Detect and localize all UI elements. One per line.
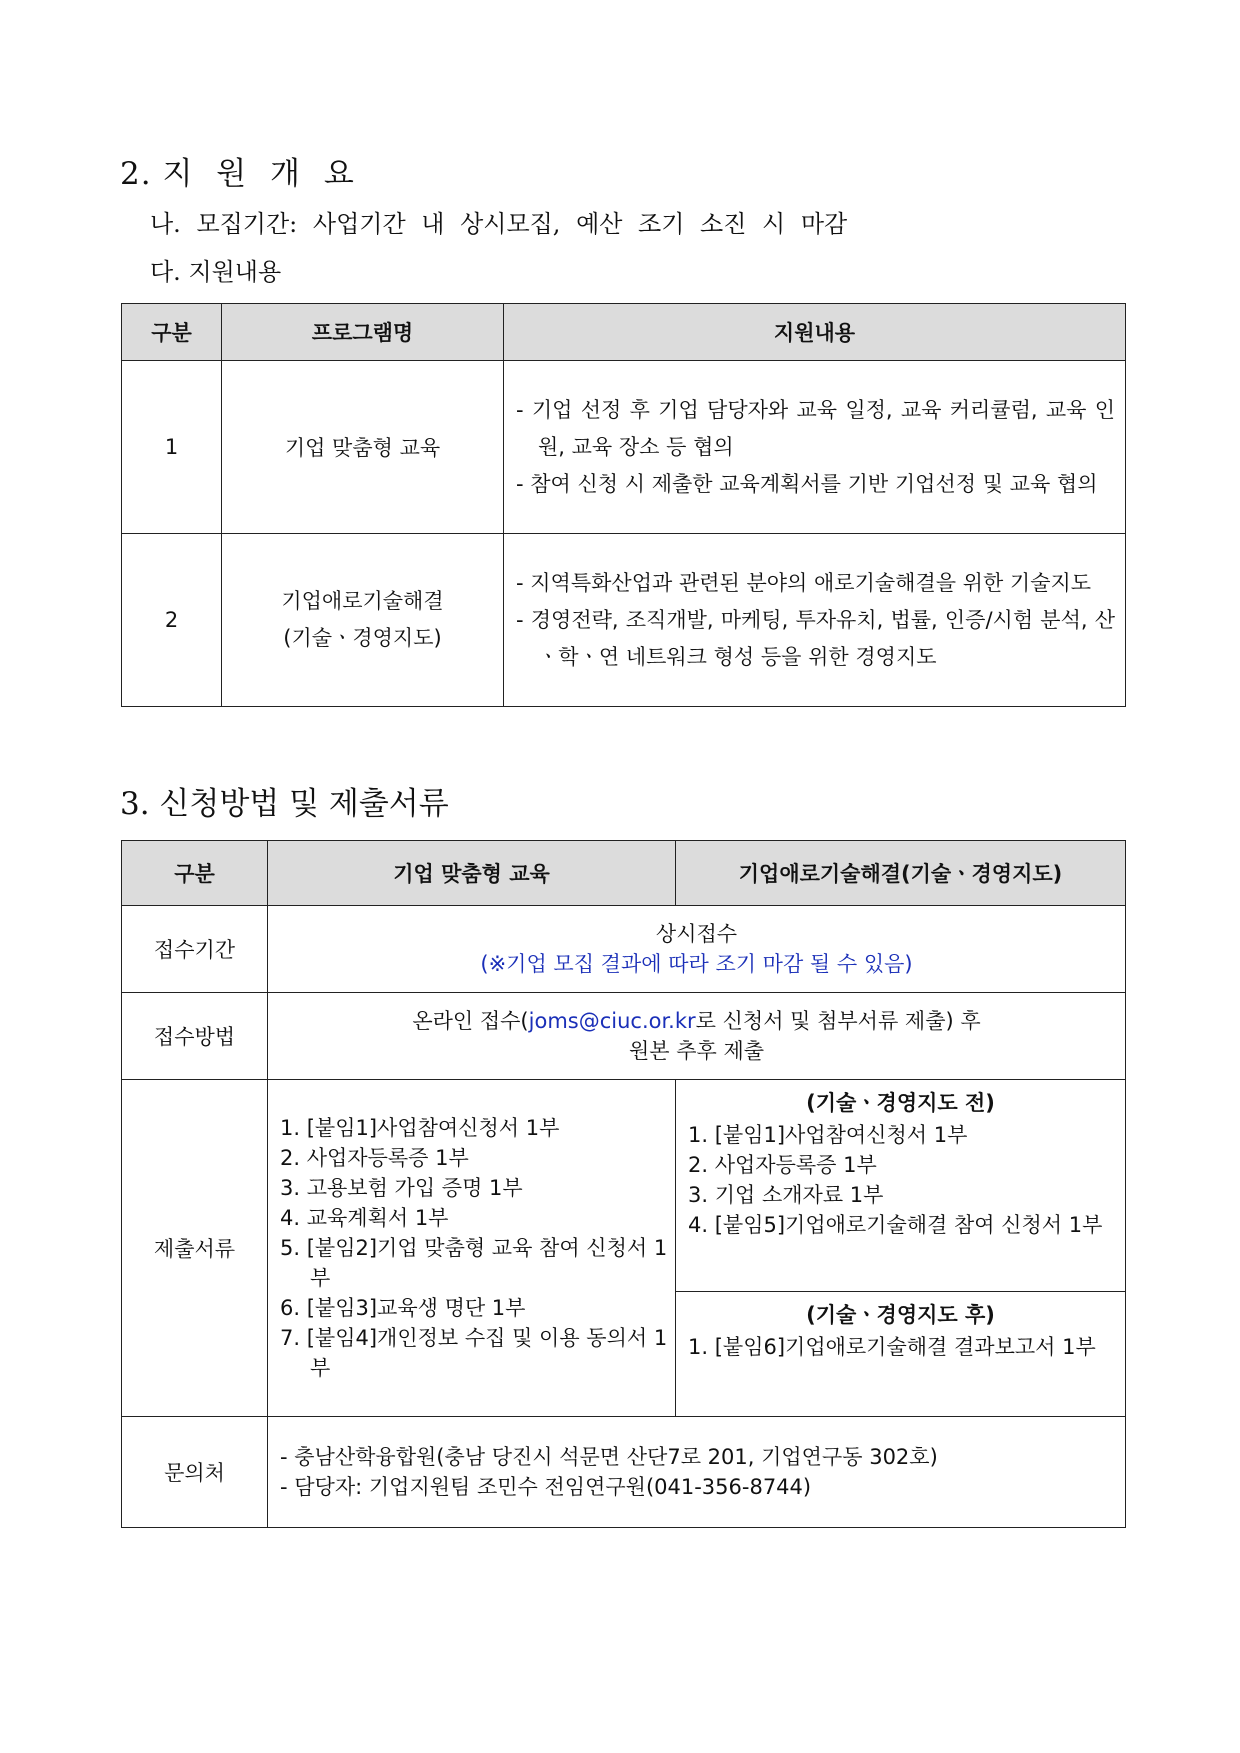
table-row [122, 993, 1126, 1080]
support-items [504, 534, 1126, 707]
list-item: 3. 기업 소개자료 1부 [688, 1183, 884, 1207]
before-title: (기술ㆍ경영지도 전) [806, 1091, 995, 1115]
period-value-cell [268, 906, 1126, 993]
program-name [222, 534, 504, 707]
method-line-2: 원본 추후 제출 [628, 1039, 765, 1063]
row-number: 2 [122, 534, 222, 707]
contact-list [268, 1442, 1125, 1502]
header-program: 프로그램명 [222, 304, 504, 361]
support-list [504, 565, 1125, 676]
table-row [122, 1080, 1126, 1292]
program-name [222, 361, 504, 534]
header-technical: 기업애로기술해결(기술ㆍ경영지도) [676, 841, 1126, 906]
recruitment-period-line: 나. 모집기간: 사업기간 내 상시모집, 예산 조기 소진 시 마감 [150, 210, 848, 238]
table-header-row [122, 304, 1126, 361]
list-item: 5. [붙임2]기업 맞춤형 교육 참여 신청서 1부 [280, 1236, 668, 1290]
documents-label: 제출서류 [122, 1080, 268, 1417]
period-note: (※기업 모집 결과에 따라 조기 마감 될 수 있음) [480, 952, 913, 976]
method-prefix: 온라인 접수( [412, 1009, 529, 1033]
after-documents [676, 1291, 1126, 1416]
before-documents-list [676, 1120, 1125, 1240]
support-content-line: 다. 지원내용 [150, 258, 282, 286]
contact-cell [268, 1417, 1126, 1528]
list-item: 1. [붙임6]기업애로기술해결 결과보고서 1부 [688, 1334, 1096, 1359]
email-link[interactable]: joms@ciuc.or.kr [528, 1009, 696, 1033]
program-name-sub: (기술ㆍ경영지도) [283, 626, 442, 650]
section-2-title [120, 148, 355, 193]
table-row [122, 361, 1126, 534]
list-item: 4. [붙임5]기업애로기술해결 참여 신청서 1부 [688, 1213, 1103, 1237]
period-label: 접수기간 [122, 906, 268, 993]
education-documents [268, 1080, 676, 1417]
list-item: 7. [붙임4]개인정보 수집 및 이용 동의서 1부 [280, 1326, 668, 1380]
period-value: 상시접수 [655, 922, 738, 946]
after-documents-list [676, 1332, 1125, 1362]
section-2-number: 2. [120, 156, 152, 192]
before-documents [676, 1080, 1126, 1292]
support-items [504, 361, 1126, 534]
list-item: 2. 사업자등록증 1부 [688, 1153, 877, 1177]
list-item: 2. 사업자등록증 1부 [280, 1146, 469, 1170]
program-name-line: 기업 맞춤형 교육 [284, 436, 441, 460]
contact-label: 문의처 [122, 1417, 268, 1528]
support-list [504, 392, 1125, 503]
list-item: - 지역특화산업과 관련된 분야의 애로기술해결을 위한 기술지도 [516, 565, 1115, 602]
table-header-row [122, 841, 1126, 906]
header-category: 구분 [122, 304, 222, 361]
section-2-text: 지 원 개 요 [162, 156, 355, 192]
application-table [121, 840, 1126, 1528]
list-item: - 참여 신청 시 제출한 교육계획서를 기반 기업선정 및 교육 협의 [516, 466, 1115, 503]
method-suffix: 로 신청서 및 첨부서류 제출) 후 [695, 1009, 981, 1033]
header-education: 기업 맞춤형 교육 [268, 841, 676, 906]
list-item: - 담당자: 기업지원팀 조민수 전임연구원(041-356-8744) [280, 1472, 1125, 1502]
table-row [122, 1417, 1126, 1528]
list-item: - 경영전략, 조직개발, 마케팅, 투자유치, 법률, 인증/시험 분석, 산ㆍ학ㆍ연 네트워크 형성 등을 위한 경영지도 [516, 602, 1115, 676]
table-row [122, 906, 1126, 993]
list-item: 6. [붙임3]교육생 명단 1부 [280, 1296, 526, 1320]
education-documents-list [268, 1113, 675, 1383]
list-item: - 충남산학융합원(충남 당진시 석문면 산단7로 201, 기업연구동 302호) [280, 1442, 1125, 1472]
table-row [122, 534, 1126, 707]
program-name-line: 기업애로기술해결 [281, 589, 444, 613]
header-support: 지원내용 [504, 304, 1126, 361]
section-3-title: 3. 신청방법 및 제출서류 [120, 786, 449, 822]
row-number: 1 [122, 361, 222, 534]
list-item: 1. [붙임1]사업참여신청서 1부 [280, 1116, 560, 1140]
header-category: 구분 [122, 841, 268, 906]
support-content-table [121, 303, 1126, 707]
method-line-1 [268, 1006, 1125, 1036]
list-item: 1. [붙임1]사업참여신청서 1부 [688, 1123, 968, 1147]
list-item: 3. 고용보험 가입 증명 1부 [280, 1176, 523, 1200]
after-title: (기술ㆍ경영지도 후) [806, 1302, 995, 1327]
method-value-cell [268, 993, 1126, 1080]
method-label: 접수방법 [122, 993, 268, 1080]
list-item: - 기업 선정 후 기업 담당자와 교육 일정, 교육 커리큘럼, 교육 인원, 교육 장소 등 협의 [516, 392, 1115, 466]
list-item: 4. 교육계획서 1부 [280, 1206, 449, 1230]
